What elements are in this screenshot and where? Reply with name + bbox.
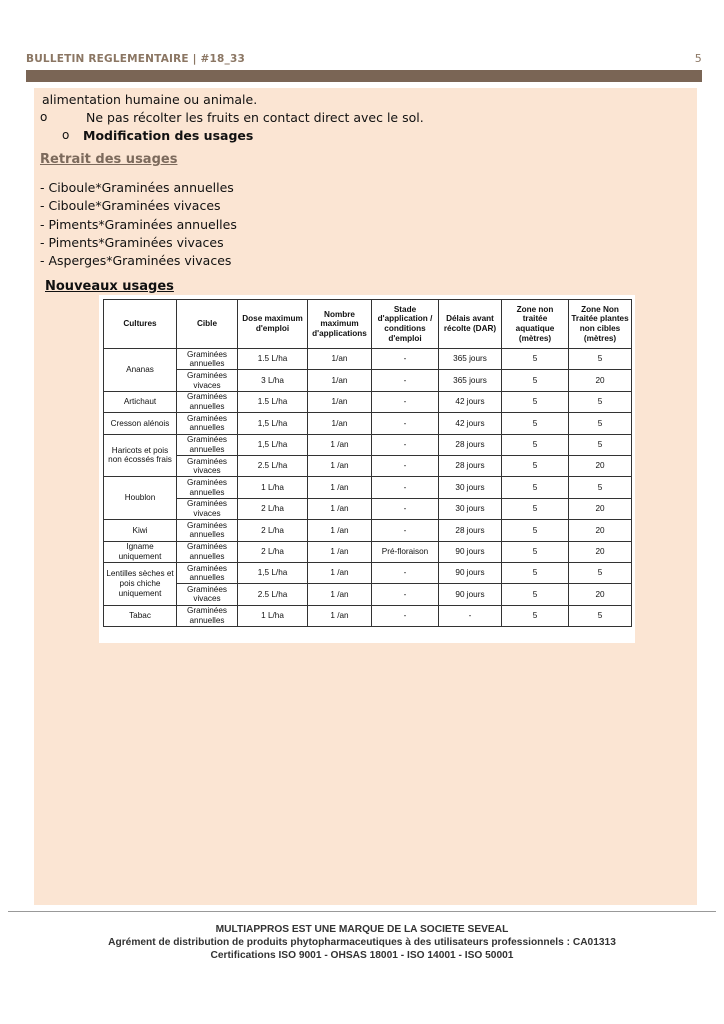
table-row [104,349,632,370]
znt-aquatique-cell: 5 [502,391,569,412]
dose-cell: 1,5 L/ha [238,562,308,583]
table-row [104,413,632,434]
znt-aquatique-cell: 5 [502,541,569,562]
dar-cell: 30 jours [439,477,502,498]
applications-cell: 1 /an [308,477,372,498]
znt-aquatique-cell: 5 [502,370,569,391]
nouveaux-heading: Nouveaux usages [45,279,174,294]
znt-aquatique-cell: 5 [502,584,569,605]
applications-cell: 1 /an [308,605,372,626]
dar-cell: 90 jours [439,562,502,583]
table-row [104,477,632,498]
stade-cell: - [372,605,439,626]
culture-cell: Igname uniquement [104,541,177,562]
cible-cell: Graminées vivaces [177,455,238,476]
column-header: Dose maximum d'emploi [238,300,308,349]
table-row [104,455,632,476]
dose-cell: 2 L/ha [238,541,308,562]
znt-aquatique-cell: 5 [502,477,569,498]
stade-cell: - [372,562,439,583]
applications-cell: 1 /an [308,498,372,519]
culture-cell: Kiwi [104,520,177,541]
table-header-row [104,300,632,349]
dose-cell: 1,5 L/ha [238,434,308,455]
table-row [104,584,632,605]
applications-cell: 1 /an [308,520,372,541]
stade-cell: - [372,413,439,434]
znt-plantes-cell: 20 [569,498,632,519]
dose-cell: 2 L/ha [238,498,308,519]
znt-plantes-cell: 20 [569,541,632,562]
table-row [104,520,632,541]
list-item: - Piments*Graminées vivaces [40,234,224,250]
dar-cell: 90 jours [439,541,502,562]
cible-cell: Graminées vivaces [177,498,238,519]
applications-cell: 1/an [308,349,372,370]
znt-plantes-cell: 20 [569,455,632,476]
stade-cell: - [372,391,439,412]
znt-plantes-cell: 5 [569,477,632,498]
dar-cell: 365 jours [439,370,502,391]
footer-divider [8,911,716,912]
culture-cell: Tabac [104,605,177,626]
stade-cell: - [372,455,439,476]
cible-cell: Graminées annuelles [177,477,238,498]
dose-cell: 1.5 L/ha [238,391,308,412]
bullet-circle: o [40,110,48,124]
cible-cell: Graminées annuelles [177,413,238,434]
table-row [104,605,632,626]
column-header: Stade d'application / conditions d'emploi [372,300,439,349]
znt-plantes-cell: 5 [569,413,632,434]
znt-aquatique-cell: 5 [502,413,569,434]
table-row [104,370,632,391]
stade-cell: - [372,434,439,455]
dose-cell: 1 L/ha [238,605,308,626]
list-item: - Piments*Graminées annuelles [40,216,237,232]
column-header: Zone Non Traitée plantes non cibles (mètres) [569,300,632,349]
cible-cell: Graminées annuelles [177,520,238,541]
znt-plantes-cell: 20 [569,584,632,605]
cible-cell: Graminées annuelles [177,349,238,370]
applications-cell: 1 /an [308,541,372,562]
cible-cell: Graminées annuelles [177,391,238,412]
cible-cell: Graminées annuelles [177,541,238,562]
applications-cell: 1/an [308,391,372,412]
page-number: 5 [694,52,702,65]
cible-cell: Graminées annuelles [177,434,238,455]
znt-plantes-cell: 5 [569,349,632,370]
stade-cell: Pré-floraison [372,541,439,562]
column-header: Délais avant récolte (DAR) [439,300,502,349]
stade-cell: - [372,477,439,498]
list-item: - Ciboule*Graminées annuelles [40,180,234,195]
dose-cell: 1 L/ha [238,477,308,498]
footer-brand: MULTIAPPROS EST UNE MARQUE DE LA SOCIETE SEVEAL [215,924,509,935]
znt-aquatique-cell: 5 [502,562,569,583]
header-bar [26,70,702,82]
znt-aquatique-cell: 5 [502,455,569,476]
retrait-list [40,179,237,270]
dar-cell: 90 jours [439,584,502,605]
list-item: - Asperges*Graminées vivaces [40,253,232,269]
footer-certifications: Certifications ISO 9001 - OHSAS 18001 - ISO 14001 - ISO 50001 [210,950,514,961]
column-header: Cultures [104,300,177,349]
stade-cell: - [372,520,439,541]
column-header: Cible [177,300,238,349]
applications-cell: 1 /an [308,584,372,605]
culture-cell: Lentilles sèches et pois chiche uniquement [104,562,177,605]
dose-cell: 1,5 L/ha [238,413,308,434]
text-line-recolte: Ne pas récolter les fruits en contact direct avec le sol. [86,110,424,125]
applications-cell: 1/an [308,370,372,391]
znt-aquatique-cell: 5 [502,520,569,541]
dose-cell: 2 L/ha [238,520,308,541]
dar-cell: 28 jours [439,434,502,455]
znt-aquatique-cell: 5 [502,349,569,370]
cible-cell: Graminées vivaces [177,370,238,391]
modification-heading: Modification des usages [83,128,254,143]
dar-cell: 42 jours [439,391,502,412]
stade-cell: - [372,349,439,370]
table-body [104,349,632,627]
cible-cell: Graminées vivaces [177,584,238,605]
cible-cell: Graminées annuelles [177,605,238,626]
culture-cell: Cresson alénois [104,413,177,434]
retrait-heading: Retrait des usages [40,152,178,167]
znt-plantes-cell: 20 [569,370,632,391]
table-row [104,541,632,562]
dose-cell: 3 L/ha [238,370,308,391]
dar-cell: 28 jours [439,520,502,541]
dar-cell: 365 jours [439,349,502,370]
znt-plantes-cell: 5 [569,605,632,626]
usages-table [103,299,632,627]
page-header [26,52,702,65]
dar-cell: - [439,605,502,626]
culture-cell: Ananas [104,349,177,392]
cible-cell: Graminées annuelles [177,562,238,583]
culture-cell: Haricots et pois non écossés frais [104,434,177,477]
text-line-alimentation: alimentation humaine ou animale. [42,92,258,107]
bulletin-title: BULLETIN REGLEMENTAIRE | #18_33 [26,53,245,65]
dose-cell: 1.5 L/ha [238,349,308,370]
znt-aquatique-cell: 5 [502,498,569,519]
dar-cell: 30 jours [439,498,502,519]
applications-cell: 1 /an [308,455,372,476]
dar-cell: 42 jours [439,413,502,434]
culture-cell: Houblon [104,477,177,520]
znt-aquatique-cell: 5 [502,605,569,626]
znt-plantes-cell: 20 [569,520,632,541]
applications-cell: 1 /an [308,434,372,455]
table-row [104,498,632,519]
stade-cell: - [372,584,439,605]
list-item: - Ciboule*Graminées vivaces [40,198,221,214]
znt-aquatique-cell: 5 [502,434,569,455]
dose-cell: 2.5 L/ha [238,584,308,605]
culture-cell: Artichaut [104,391,177,412]
usages-table-container [99,295,635,643]
table-row [104,434,632,455]
dose-cell: 2.5 L/ha [238,455,308,476]
stade-cell: - [372,498,439,519]
footer-agrement: Agrément de distribution de produits phytopharmaceutiques à des utilisateurs professionnels : CA01313 [108,937,616,948]
column-header: Zone non traitée aquatique (mètres) [502,300,569,349]
table-row [104,391,632,412]
znt-plantes-cell: 5 [569,391,632,412]
stade-cell: - [372,370,439,391]
znt-plantes-cell: 5 [569,562,632,583]
table-row [104,562,632,583]
column-header: Nombre maximum d'applications [308,300,372,349]
page-footer [0,923,724,962]
dar-cell: 28 jours [439,455,502,476]
znt-plantes-cell: 5 [569,434,632,455]
applications-cell: 1 /an [308,562,372,583]
applications-cell: 1/an [308,413,372,434]
bullet-circle-2: o [62,128,70,142]
